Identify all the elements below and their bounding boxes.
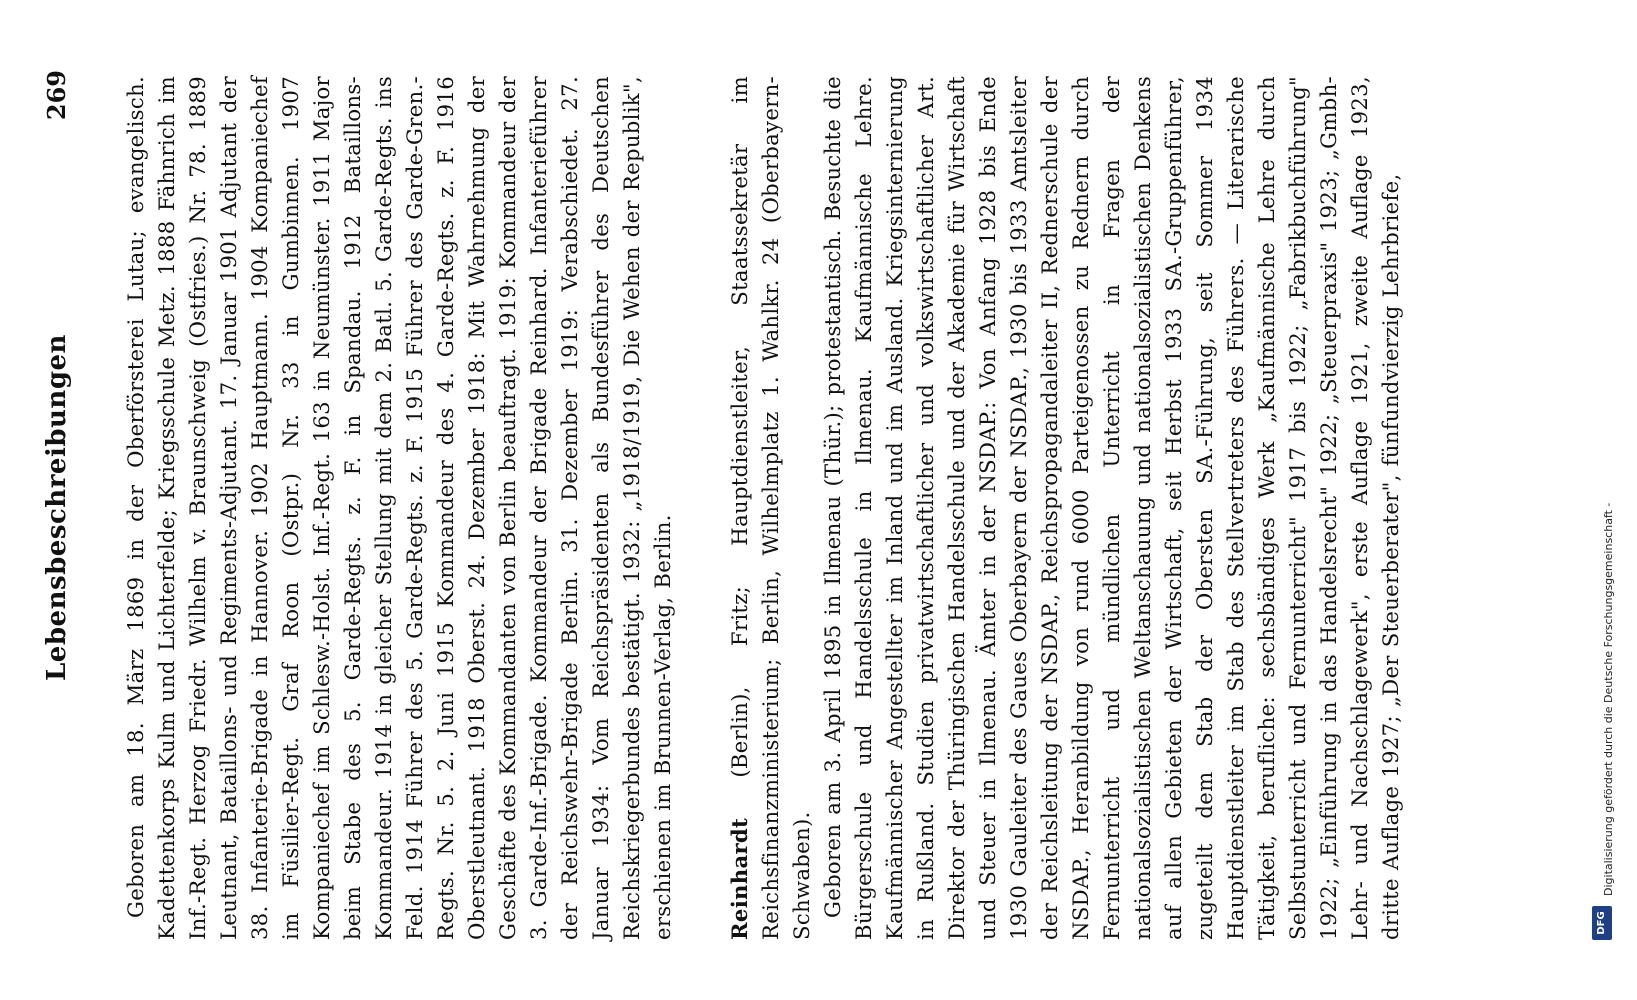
dfg-logo: DFG (1592, 906, 1612, 940)
digitization-note: Digitalisierung gefördert durch die Deutsche Forschungsgemeinschaft - (1602, 502, 1615, 896)
entry-heading (724, 76, 817, 940)
entry-paragraph: Geboren am 3. April 1895 in Ilmenau (Thür.); protestantisch. Besuchte die Bürgerschule und Handelsschule in Ilmenau. Kaufmännische Lehre. Kaufmännischer Angestellter im Inland und im Ausland. Kriegsinternierung in Rußland. Studien privatwirtschaftlicher und volkswirtschaftlicher Art. Direktor der Thüringischen Handelsschule und der Akademie für Wirtschaft und Steuer in Ilmenau. Ämter in der NSDAP.: Von Anfang 1928 bis Ende 1930 Gauleiter des Gaues Oberbayern der NSDAP., 1930 bis 1933 Amtsleiter der Reichsleitung der NSDAP., Reichspropagandaleiter II, Rednerschule der NSDAP., Heranbildung von rund 6000 Parteigenossen zu Rednern durch Fernunterricht und mündlichen Unterricht in Fragen der nationalsozialistischen Weltanschauung und nationalsozialistischen Denkens auf allen Gebieten der Wirtschaft, seit Herbst 1933 SA.-Gruppenführer, zugeteilt dem Stab der Obersten SA.-Führung, seit Sommer 1934 Hauptdienstleiter im Stab des Stellvertreters des Führers. — Literarische Tätigkeit, berufliche: sechsbändiges Werk „Kaufmännische Lehre durch Selbstunterricht und Fernunterricht" 1917 bis 1922; „Fabrikbuchführung" 1922; „Einführung in das Handelsrecht" 1922; „Steuerpraxis" 1923; „Gmbh-Lehr- und Nachschlagewerk", erste Auflage 1921, zweite Auflage 1923, dritte Auflage 1927; „Der Steuerberater", fünfundvierzig Lehrbriefe, (820, 76, 1403, 940)
page-number: 269 (42, 70, 71, 121)
entry-lead: (Berlin), Fritz; Hauptdienstleiter, Staatssekretär im Reichsfinanzministerium; Berlin, Wilhelmplatz 1. Wahlkr. 24 (Oberbayern-Schwaben). (727, 76, 814, 940)
digitization-credit (1598, 80, 1622, 940)
page-body (120, 76, 1406, 940)
page-header (42, 70, 82, 945)
entry-name: Reinhardt (727, 817, 752, 940)
running-head: Lebensbeschreibungen (42, 334, 72, 681)
entry-paragraph: Geboren am 18. März 1869 in der Oberförsterei Lutau; evangelisch. Kadettenkorps Kulm und Lichterfelde; Kriegsschule Metz. 1888 Fähnrich im Inf.-Regt. Herzog Friedr. Wilhelm v. Braunschweig (Ostfries.) Nr. 78. 1889 Leutnant, Bataillons- und Regiments-Adjutant. 17. Januar 1901 Adjutant der 38. Infanterie-Brigade in Hannover. 1902 Hauptmann. 1904 Kompaniechef im Füsilier-Regt. Graf Roon (Ostpr.) Nr. 33 in Gumbinnen. 1907 Kompaniechef im Schlesw.-Holst. Inf.-Regt. 163 in Neumünster. 1911 Major beim Stabe des 5. Garde-Regts. z. F. in Spandau. 1912 Bataillons-Kommandeur. 1914 in gleicher Stellung mit dem 2. Batl. 5. Garde-Regts. ins Feld. 1914 Führer des 5. Garde-Regts. z. F. 1915 Führer des Garde-Gren.-Regts. Nr. 5. 2. Juni 1915 Kommandeur des 4. Garde-Regts. z. F. 1916 Oberstleutnant. 1918 Oberst. 24. Dezember 1918: Mit Wahrnehmung der Geschäfte des Kommandanten von Berlin beauftragt. 1919: Kommandeur der 3. Garde-Inf.-Brigade. Kommandeur der Brigade Reinhard. Infanterieführer der Reichswehr-Brigade Berlin. 31. Dezember 1919: Verabschiedet. 27. Januar 1934: Vom Reichspräsidenten als Bundesführer des Deutschen Reichskriegerbundes bestätigt. 1932: „1918/1919, Die Wehen der Republik", erschienen im Brunnen-Verlag, Berlin. (123, 76, 675, 940)
entry-separator (678, 76, 724, 940)
biography-entry-reinhard (120, 76, 678, 940)
biography-entry-reinhardt (724, 76, 1406, 940)
